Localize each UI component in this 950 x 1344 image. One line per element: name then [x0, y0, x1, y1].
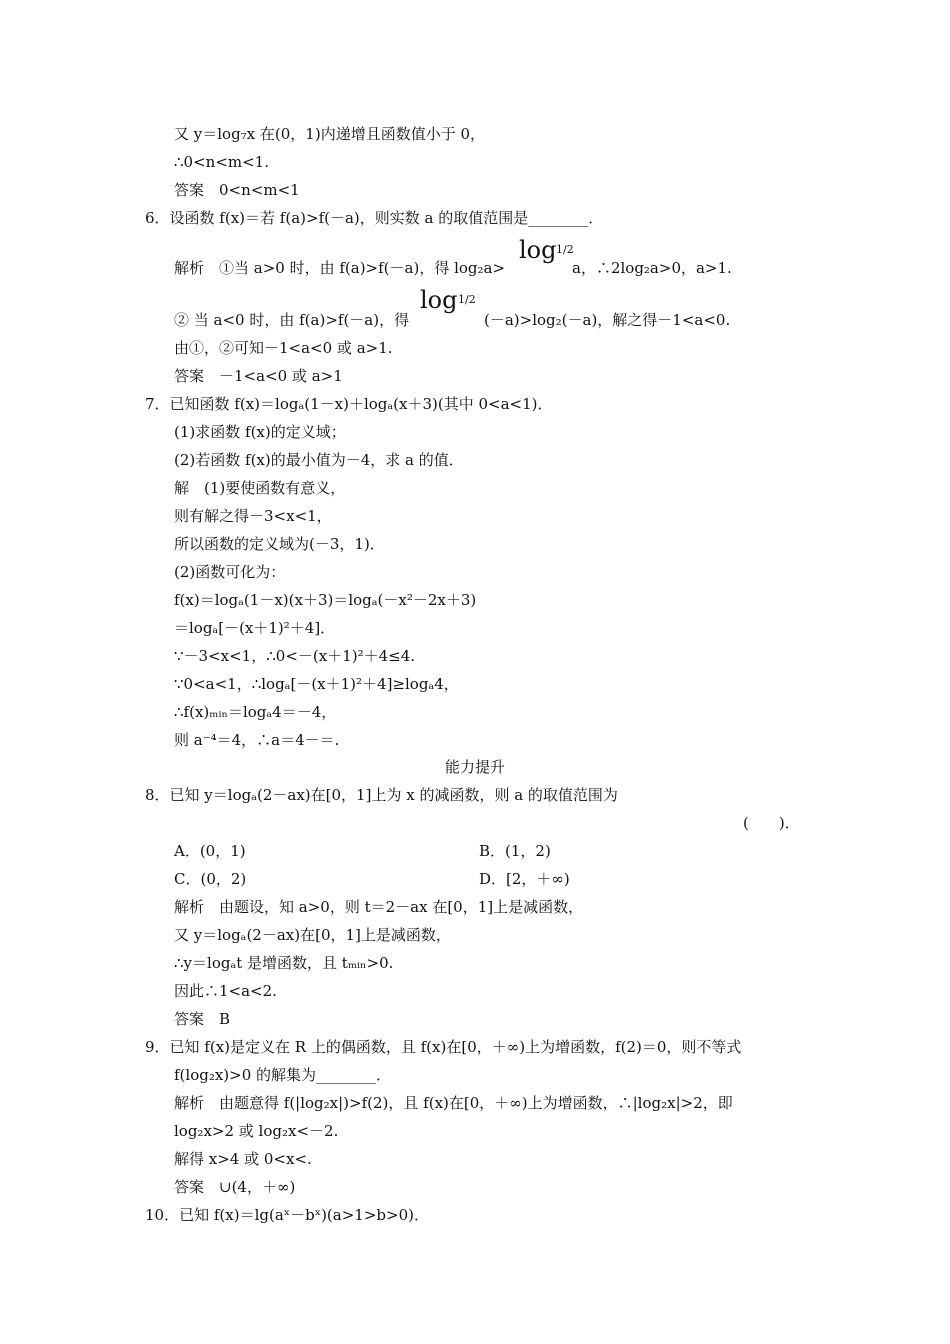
answer-line: 答案 ∪(4，＋∞) [174, 1178, 296, 1196]
log-operator: log [420, 286, 458, 314]
text-line: 解析 由题意得 f(|log₂x|)>f(2)，且 f(x)在[0，＋∞)上为增函数，∴|log₂x|>2，即 [174, 1094, 733, 1112]
text-line: (2)若函数 f(x)的最小值为－4，求 a 的值． [174, 451, 464, 469]
section-heading: 能力提升 [444, 758, 505, 776]
answer-bracket: ( )． [743, 814, 800, 832]
question-9: 9．已知 f(x)是定义在 R 上的偶函数，且 f(x)在[0，＋∞)上为增函数，f(2)＝0，则不等式 [145, 1038, 742, 1056]
question-10: 10．已知 f(x)＝lg(aˣ－bˣ)(a>1>b>0)． [145, 1206, 429, 1224]
option-c: C．(0，2) [174, 870, 247, 888]
option-a: A．(0，1) [174, 842, 246, 860]
text-line: ∵－3<x<1，∴0<－(x＋1)²＋4≤4. [174, 647, 416, 665]
text-line: 解析 ①当 a>0 时，由 f(a)>f(－a)，得 log₂a> [174, 259, 506, 277]
text-line: 解得 x>4 或 0<x<. [174, 1150, 312, 1168]
text-line: log₂x>2 或 log₂x<－2. [174, 1122, 339, 1140]
answer-line: 答案 －1<a<0 或 a>1 [174, 367, 343, 385]
log-operator: log [519, 236, 557, 264]
text-line: ∵0<a<1，∴logₐ[－(x＋1)²＋4]≥logₐ4， [174, 675, 459, 693]
log-base: 1/2 [458, 293, 476, 306]
answer-line: 答案 B [174, 1010, 231, 1028]
text-line: 则 a⁻⁴＝4，∴a＝4－＝. [174, 731, 340, 749]
text-line: 又 y＝log₇x 在(0，1)内递增且函数值小于 0， [174, 125, 486, 143]
text-line: (－a)>log₂(－a)，解之得－1<a<0. [484, 311, 731, 329]
text-line: 又 y＝logₐ(2－ax)在[0，1]上是减函数， [174, 926, 451, 944]
text-line: f(log₂x)>0 的解集为________． [174, 1066, 392, 1084]
text-line: ∴y＝logₐt 是增函数，且 tₘᵢₙ>0. [174, 954, 394, 972]
question-6: 6．设函数 f(x)＝若 f(a)>f(－a)，则实数 a 的取值范围是________． [145, 209, 604, 227]
text-line: a，∴2log₂a>0，a>1. [572, 259, 732, 277]
text-line: 则有解之得－3<x<1， [174, 507, 332, 525]
text-line: (2)函数可化为： [174, 563, 286, 581]
answer-line: 答案 0<n<m<1 [174, 181, 300, 199]
option-d: D．[2，＋∞) [479, 870, 570, 888]
option-b: B．(1，2) [479, 842, 551, 860]
text-line: 解 (1)要使函数有意义， [174, 479, 346, 497]
text-line: f(x)＝logₐ(1－x)(x＋3)＝logₐ(－x²－2x＋3) [174, 591, 477, 609]
text-line: ∴f(x)ₘᵢₙ＝logₐ4＝－4， [174, 703, 337, 721]
log-base: 1/2 [556, 243, 574, 256]
text-line: (1)求函数 f(x)的定义域； [174, 423, 346, 441]
text-line: 由①，②可知－1<a<0 或 a>1. [174, 339, 393, 357]
text-line: 解析 由题设，知 a>0，则 t＝2－ax 在[0，1]上是减函数， [174, 898, 584, 916]
question-7: 7．已知函数 f(x)＝logₐ(1－x)＋logₐ(x＋3)(其中 0<a<1)． [145, 395, 553, 413]
text-line: ＝logₐ[－(x＋1)²＋4]． [174, 619, 336, 637]
text-line: 所以函数的定义域为(－3，1)． [174, 535, 385, 553]
question-8: 8．已知 y＝logₐ(2－ax)在[0，1]上为 x 的减函数，则 a 的取值范围为 [145, 786, 618, 804]
text-line: ② 当 a<0 时，由 f(a)>f(－a)，得 [174, 311, 410, 329]
text-line: ∴0<n<m<1. [174, 153, 269, 171]
text-line: 因此∴1<a<2. [174, 982, 277, 1000]
